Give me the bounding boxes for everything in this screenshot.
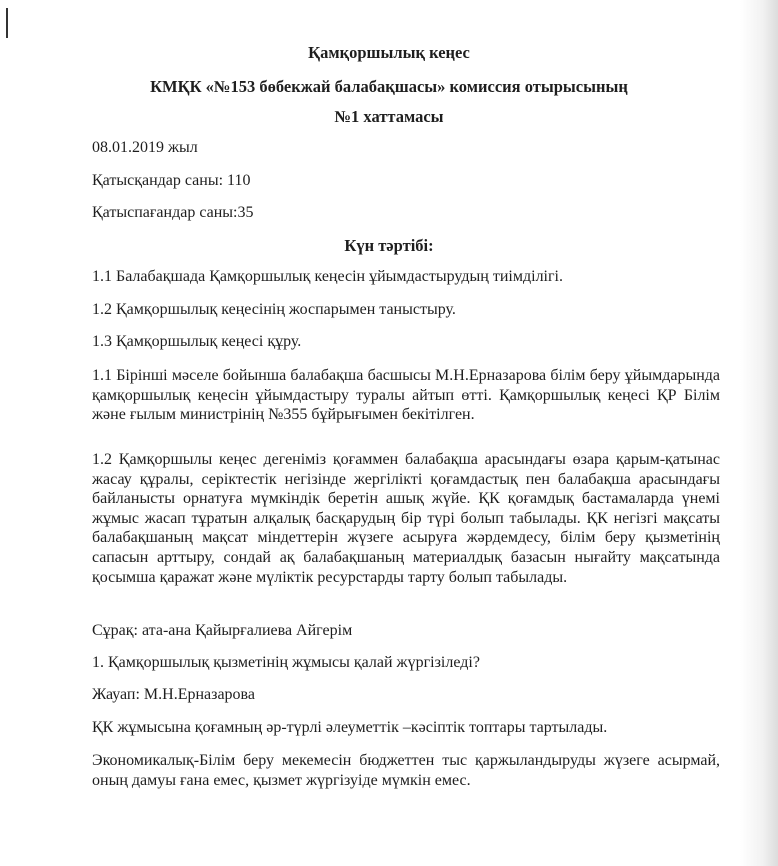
answer-label: Жауап: М.Н.Ерназарова	[92, 686, 255, 703]
question-text: 1. Қамқоршылық қызметінің жұмысы қалай жүргізіледі?	[92, 654, 480, 671]
answer-text: ҚК жұмысына қоғамның әр-түрлі әлеуметтік –кәсіптік топтары тартылады.	[92, 719, 608, 736]
agenda-item: 1.3 Қамқоршылық кеңесі құру.	[92, 333, 302, 350]
agenda-heading: Күн тәртібі:	[344, 236, 434, 255]
paragraph-1-2: 1.2 Қамқоршылы кеңес дегеніміз қоғаммен балабақша арасындағы өзара қарым-қатынас жасау құралы, серіктестік негізінде жергілікті қоғамдастық пен балабақша арасындағы байланысты орнатуға мүмкіндік беретін ашық жүйе. ҚК қоғамдық бастамаларда үнемі жұмыс жасап тұратын алқалық басқарудың бір түрі болып табылады. ҚК негізгі мақсаты балабақшаның мақсат міндеттерін жүзеге асыруға жәрдемдесу, білім беру қызметінің сапасын арттыру, сондай ақ балабақшаның материалдық базасын нығайту мақсатында қосымша қаражат және мүліктік ресурстарды тарту болып табылады.	[92, 451, 720, 586]
paragraph-1-1: 1.1 Бірінші мәселе бойынша балабақша басшысы М.Н.Ерназарова білім беру ұйымдарында қамқоршылық кеңесін ұйымдастыру туралы айтып өтті. Қамқоршылық кеңесі ҚР Білім және ғылым министрінің №355 бұйрығымен бекітілген.	[92, 367, 720, 424]
attendance-count: Қатысқандар саны: 110	[92, 172, 251, 189]
agenda-item: 1.2 Қамқоршылық кеңесінің жоспарымен таныстыру.	[92, 301, 456, 318]
scan-margin-mark	[6, 8, 8, 38]
agenda-item: 1.1 Балабақшада Қамқоршылық кеңесін ұйымдастырудың тиімділігі.	[92, 268, 563, 285]
protocol-number: №1 хаттамасы	[334, 107, 444, 126]
answer-text-continued: Экономикалық-Білім беру мекемесін бюджеттен тыс қаржыландыруды жүзеге асырмай, оның дамуы ғана емес, қызмет жүргізуіде мүмкін емес.	[92, 752, 720, 789]
absence-count: Қатыспағандар саны:35	[92, 204, 254, 221]
meeting-date: 08.01.2019 жыл	[92, 139, 198, 156]
document-subtitle: КМҚК «№153 бөбекжай балабақшасы» комиссия отырысының	[150, 77, 628, 96]
question-label: Сұрақ: ата-ана Қайырғалиева Айгерім	[92, 622, 353, 639]
scan-edge-shadow	[740, 0, 778, 866]
document-title: Қамқоршылық кеңес	[308, 43, 470, 62]
